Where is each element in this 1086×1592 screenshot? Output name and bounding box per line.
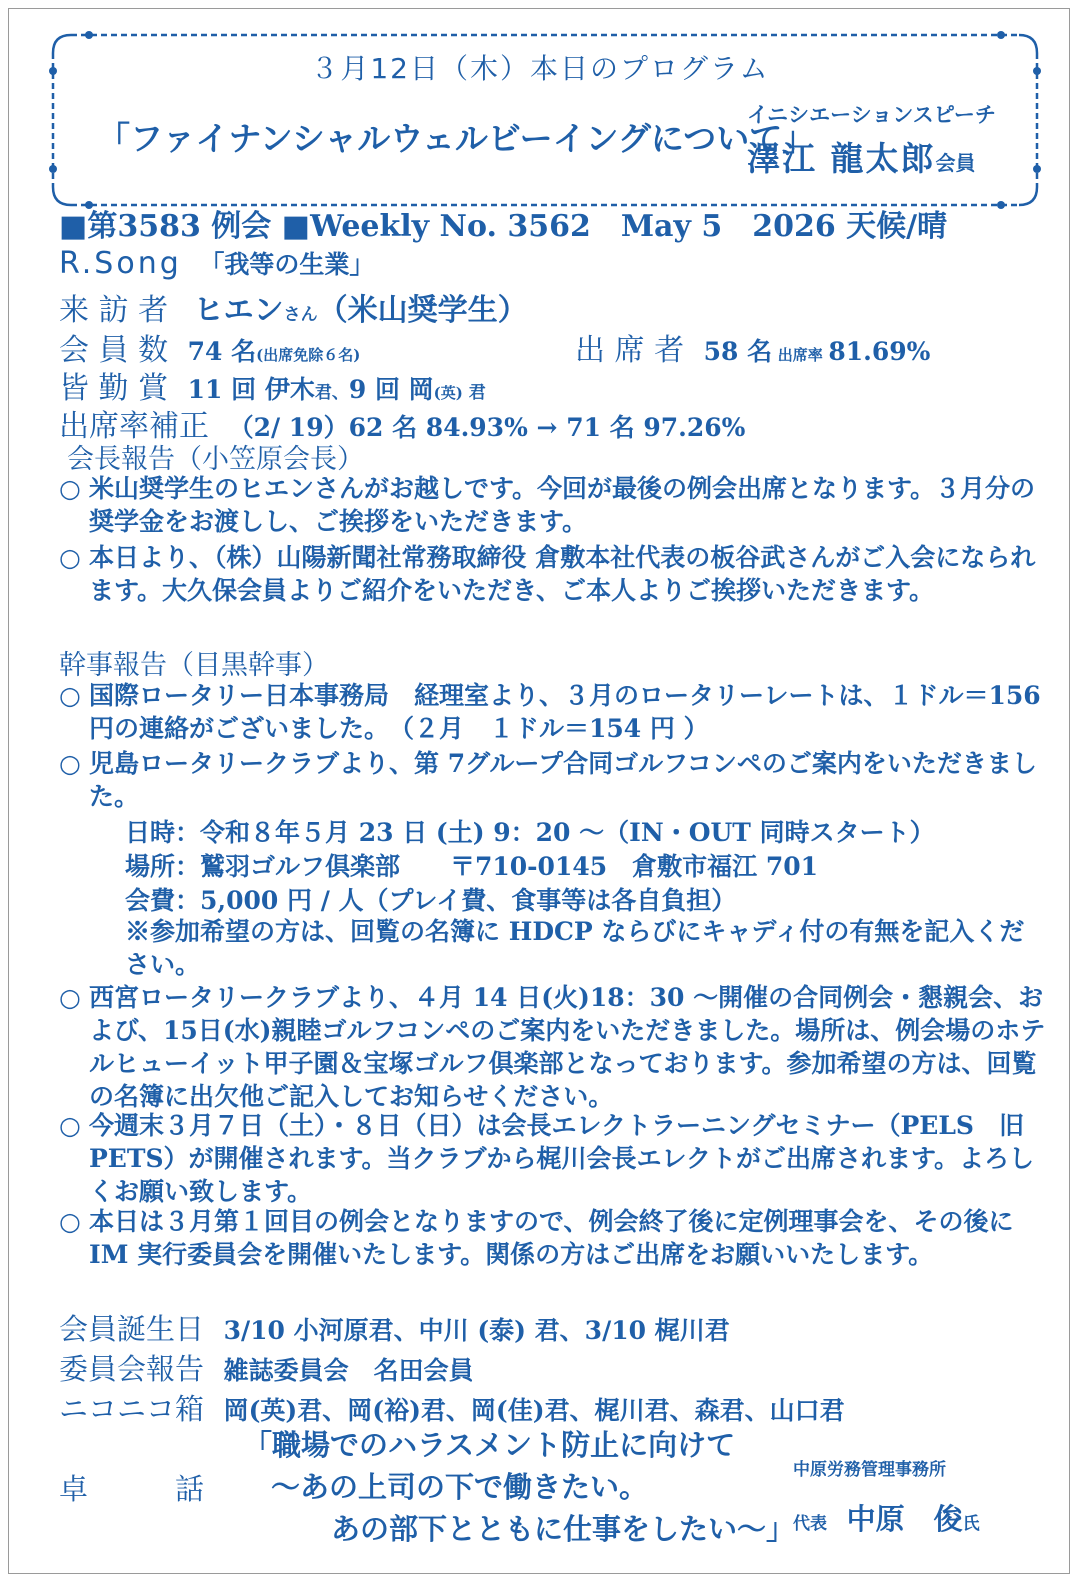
birthday-row <box>59 1307 730 1348</box>
bullet-icon: ○ <box>59 983 81 1012</box>
perfect-a-suffix: 君、 <box>314 383 349 403</box>
talk-speaker-role: 代表 <box>793 1514 827 1534</box>
secretary-item-5 <box>59 1205 1049 1271</box>
talk-speaker-name: 中原 俊 <box>846 1502 963 1536</box>
bullet-icon: ○ <box>59 681 81 710</box>
secretary-report-heading: 幹事報告（目黒幹事） <box>59 650 329 681</box>
visitor-name: ヒエン <box>193 293 284 328</box>
speaker-name-text: 澤江 龍太郎 <box>747 139 936 178</box>
speech-title: 「ファイナンシャルウェルビーイングについて」 <box>97 119 816 158</box>
talk-label: 卓 話 <box>59 1472 205 1506</box>
secretary-item-4-text: 今週末３月７日（土）・８日（日）は会長エレクトラーニングセミナー（PELS 旧 PETS）が開催されます。当クラブから梶川会長エレクトがご出席されます。よろしくお願い致します。 <box>89 1111 1035 1206</box>
bulletin-page <box>8 8 1070 1574</box>
secretary-item-2-text: 児島ロータリークラブより、第 7グループ合同ゴルフコンペのご案内をいただきました。 <box>89 749 1037 811</box>
perfect-b-note: (英) <box>433 384 463 402</box>
attend-label: 出 席 者 <box>575 333 685 368</box>
song-name: 「我等の生業」 <box>199 250 375 279</box>
attend-rate-label: 出席率 <box>777 346 823 364</box>
smilebox-label: ニコニコ箱 <box>59 1392 205 1426</box>
bullet-icon: ○ <box>59 474 81 503</box>
talk-speaker <box>793 1497 980 1538</box>
committee-value: 雑誌委員会 名田会員 <box>223 1356 474 1385</box>
bullet-icon: ○ <box>59 1207 81 1236</box>
smilebox-row <box>59 1387 845 1428</box>
program-date-line: ３月12日（木）本日のプログラム <box>310 52 770 85</box>
speech-type: イニシエーションスピーチ <box>747 102 996 127</box>
talk-title-line-2: ～あの上司の下で働きたい。 <box>271 1470 649 1504</box>
attend-rate: 81.69% <box>828 337 931 366</box>
members-label: 会 員 数 <box>59 333 169 368</box>
perfect-label: 皆 勤 賞 <box>59 371 169 406</box>
secretary-item-4 <box>59 1109 1049 1208</box>
secretary-item-1 <box>59 679 1049 745</box>
speaker-name <box>747 133 976 180</box>
birthday-value: 3/10 小河原君、中川 (泰) 君、3/10 梶川君 <box>223 1316 730 1345</box>
talk-title-line-3: あの部下とともに仕事をしたい～」 <box>331 1512 796 1546</box>
correction-label: 出席率補正 <box>59 409 209 444</box>
talk-speaker-org: 中原労務管理事務所 <box>793 1460 946 1480</box>
president-item-2 <box>59 541 1049 607</box>
bullet-icon: ○ <box>59 543 81 572</box>
song-row <box>59 245 374 281</box>
attendance-row <box>575 325 930 369</box>
golf-date: 日時：令和８年５月 23 日 (土) 9：20 ～（IN・OUT 同時スタート） <box>125 818 935 847</box>
visitor-note: （米山奨学生） <box>317 293 528 328</box>
birthday-label: 会員誕生日 <box>59 1312 205 1346</box>
president-item-2-text: 本日より、（株）山陽新聞社常務取締役 倉敷本社代表の板谷武さんがご入会になられます。大久保会員よりご紹介をいただき、ご本人よりご挨拶いただきます。 <box>89 543 1036 605</box>
committee-label: 委員会報告 <box>59 1352 205 1386</box>
talk-speaker-suffix: 氏 <box>962 1514 980 1534</box>
perfect-b: 9 回 岡 <box>348 375 434 404</box>
meeting-line: ■第3583 例会 ■Weekly No. 3562 May 5 2026 天候/晴 <box>59 209 948 244</box>
secretary-item-3-text: 西宮ロータリークラブより、４月 14 日(火)18：30 ～開催の合同例会・懇親会、および、15日(水)親睦ゴルフコンペのご案内をいただきました。場所は、例会場のホテルヒューイット甲子園＆宝塚ゴルフ倶楽部となっております。参加希望の方は、回覧の名簿に出欠他ご記入してお知らせください。 <box>89 983 1046 1111</box>
bullet-icon: ○ <box>59 1111 81 1140</box>
president-report-heading: 会長報告（小笠原会長） <box>67 444 364 475</box>
correction-value: （2/ 19）62 名 84.93% → 71 名 97.26% <box>228 413 746 442</box>
visitor-label: 来 訪 者 <box>59 293 169 328</box>
visitor-row <box>59 285 528 329</box>
secretary-item-3 <box>59 981 1049 1113</box>
golf-note-text: ※参加希望の方は、回覧の名簿に HDCP ならびにキャディ付の有無を記入ください。 <box>125 917 1025 979</box>
bullet-icon: ○ <box>59 749 81 778</box>
committee-row <box>59 1347 474 1388</box>
talk-title-line-1: 「職場でのハラスメント防止に向けて <box>243 1428 736 1462</box>
golf-note <box>125 915 1025 981</box>
president-item-1 <box>59 472 1049 538</box>
visitor-suffix: さん <box>283 305 318 325</box>
song-label: R.Song <box>59 246 182 281</box>
golf-fee: 会費：5,000 円 / 人（プレイ費、食事等は各自負担） <box>125 886 737 915</box>
secretary-item-5-text: 本日は３月第１回目の例会となりますので、例会終了後に定例理事会を、その後に IM 実行委員会を開催いたします。関係の方はご出席をお願いいたします。 <box>89 1207 1014 1269</box>
perfect-b-suffix: 君 <box>462 383 486 403</box>
secretary-item-2 <box>59 747 1049 813</box>
smilebox-value: 岡(英)君、岡(裕)君、岡(佳)君、梶川君、森君、山口君 <box>223 1396 845 1425</box>
secretary-item-1-text: 国際ロータリー日本事務局 経理室より、３月のロータリーレートは、１ドル＝156 円の連絡がございました。 （２月 １ドル＝154 円 ） <box>89 681 1041 743</box>
attend-value: 58 名 <box>703 337 773 366</box>
president-item-1-text: 米山奨学生のヒエンさんがお越しです。今回が最後の例会出席となります。３月分の奨学金をお渡しし、ご挨拶をいただきます。 <box>89 474 1036 536</box>
speaker-suffix: 会員 <box>935 151 976 175</box>
members-note: (出席免除６名) <box>256 346 361 364</box>
perfect-a: 11 回 伊木 <box>187 375 315 404</box>
members-value: 74 名 <box>187 337 257 366</box>
golf-place: 場所：鷲羽ゴルフ倶楽部 〒710-0145 倉敷市福江 701 <box>125 852 819 881</box>
